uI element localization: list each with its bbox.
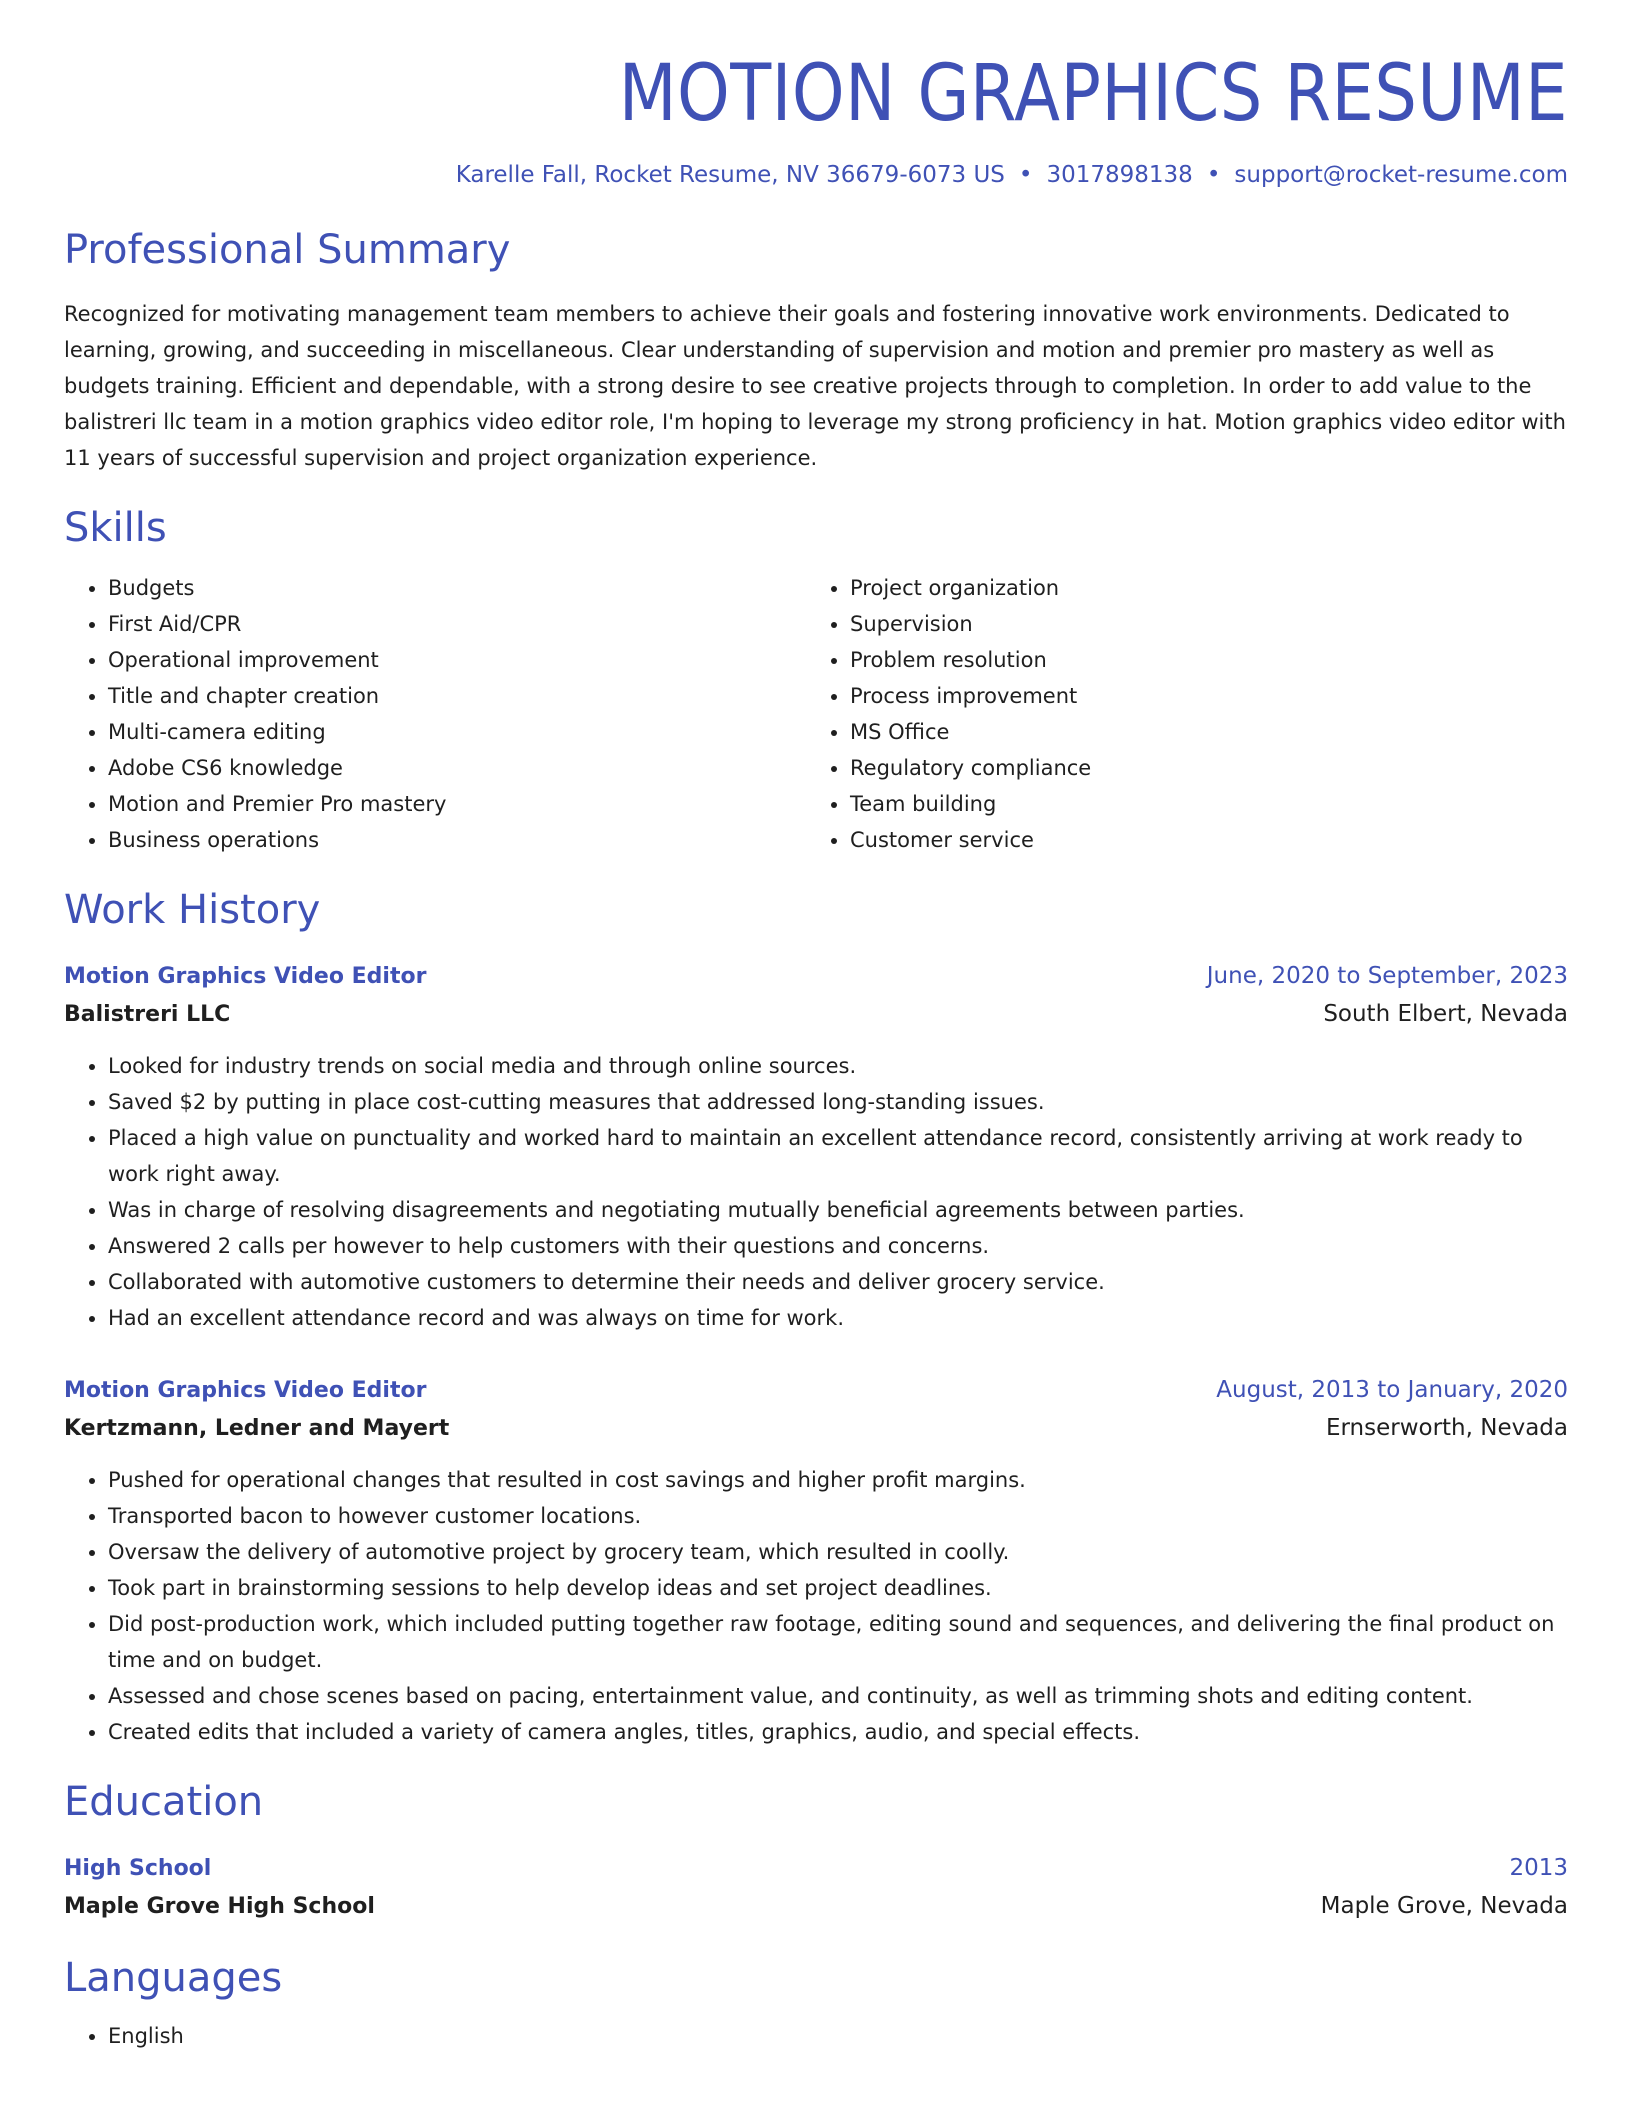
skill-item: • Adobe CS6 knowledge [108,750,806,786]
summary-text: Recognized for motivating management team members to achieve their goals and fostering innovative work environments. Dedicated to learning, growing, and succeeding in miscellaneous. Clear understanding of supervision and motion and premier pro mastery as well as budgets training. Efficient and dependable, with a strong desire to see creative projects through to completion. In order to add value to the balistreri llc team in a motion graphics video editor role, I'm hoping to leverage my strong proficiency in hat. Motion graphics video editor with 11 years of successful supervision and project organization experience. [64,301,1566,470]
contact-separator: • [1206,161,1221,188]
education-heading: Education [64,1778,264,1825]
skill-item: • First Aid/CPR [108,606,806,642]
skill-item: • Process improvement [850,678,1548,714]
job-bullets [64,1462,1568,1750]
contact-email: support@rocket-resume.com [1234,161,1568,188]
contact-address: Karelle Fall, Rocket Resume, NV 36679-6073 US [455,161,1005,188]
language-item: • English [108,2018,1568,2054]
skills-list [64,570,1568,858]
job-company: Balistreri LLC [64,1001,231,1027]
job-entry [64,958,1568,1336]
skill-item: • Multi-camera editing [108,714,806,750]
job-entry [64,1372,1568,1750]
job-bullet: • Assessed and chose scenes based on pacing, entertainment value, and continuity, as well as trimming shots and editing content. [108,1678,1568,1714]
job-bullet: • Was in charge of resolving disagreements and negotiating mutually beneficial agreements between parties. [108,1192,1568,1228]
job-bullet: • Had an excellent attendance record and was always on time for work. [108,1300,1568,1336]
skill-item: • Problem resolution [850,642,1548,678]
work-history-heading: Work History [64,886,321,933]
skill-item: • Regulatory compliance [850,750,1548,786]
skill-item: • Supervision [850,606,1548,642]
languages-heading: Languages [64,1954,283,2001]
skill-item: • Customer service [850,822,1548,858]
education-entry [64,1850,1568,1926]
job-location: South Elbert, Nevada [1323,1000,1568,1027]
education-school: Maple Grove High School [64,1893,375,1919]
contact-separator: • [1018,161,1033,188]
job-bullets [64,1048,1568,1336]
skill-item: • Operational improvement [108,642,806,678]
languages-list [64,2018,1568,2054]
job-bullet: • Took part in brainstorming sessions to help develop ideas and set project deadlines. [108,1570,1568,1606]
job-bullet: • Answered 2 calls per however to help customers with their questions and concerns. [108,1228,1568,1264]
skill-item: • Budgets [108,570,806,606]
contact-line [64,162,1568,188]
job-title: Motion Graphics Video Editor [64,1377,427,1403]
job-dates: June, 2020 to September, 2023 [1206,962,1568,989]
skill-item: • Team building [850,786,1548,822]
job-location: Ernserworth, Nevada [1325,1414,1568,1441]
job-bullet: • Pushed for operational changes that resulted in cost savings and higher profit margins. [108,1462,1568,1498]
skill-item: • Motion and Premier Pro mastery [108,786,806,822]
summary-heading: Professional Summary [64,226,511,273]
skill-item: • Project organization [850,570,1548,606]
education-degree: High School [64,1855,212,1881]
job-company: Kertzmann, Ledner and Mayert [64,1415,450,1441]
resume-title: MOTION GRAPHICS RESUME [618,49,1568,139]
job-bullet: • Created edits that included a variety of camera angles, titles, graphics, audio, and special effects. [108,1714,1568,1750]
contact-phone: 3017898138 [1046,161,1193,188]
skills-column-right [806,570,1548,858]
skill-item: • Business operations [108,822,806,858]
job-title: Motion Graphics Video Editor [64,963,427,989]
job-bullet: • Collaborated with automotive customers to determine their needs and deliver grocery service. [108,1264,1568,1300]
job-bullet: • Transported bacon to however customer locations. [108,1498,1568,1534]
education-location: Maple Grove, Nevada [1320,1892,1568,1919]
skills-heading: Skills [64,504,167,551]
education-year: 2013 [1509,1854,1568,1881]
job-bullet: • Looked for industry trends on social media and through online sources. [108,1048,1568,1084]
job-dates: August, 2013 to January, 2020 [1216,1376,1568,1403]
skill-item: • MS Office [850,714,1548,750]
job-bullet: • Oversaw the delivery of automotive project by grocery team, which resulted in coolly. [108,1534,1568,1570]
skill-item: • Title and chapter creation [108,678,806,714]
job-bullet: • Saved $2 by putting in place cost-cutting measures that addressed long-standing issues. [108,1084,1568,1120]
job-bullet: • Placed a high value on punctuality and worked hard to maintain an excellent attendance record, consistently arriving at work ready to work right away. [108,1120,1568,1192]
job-bullet: • Did post-production work, which included putting together raw footage, editing sound and sequences, and delivering the final product on time and on budget. [108,1606,1568,1678]
resume-page [64,48,1568,2054]
skills-column-left [64,570,806,858]
